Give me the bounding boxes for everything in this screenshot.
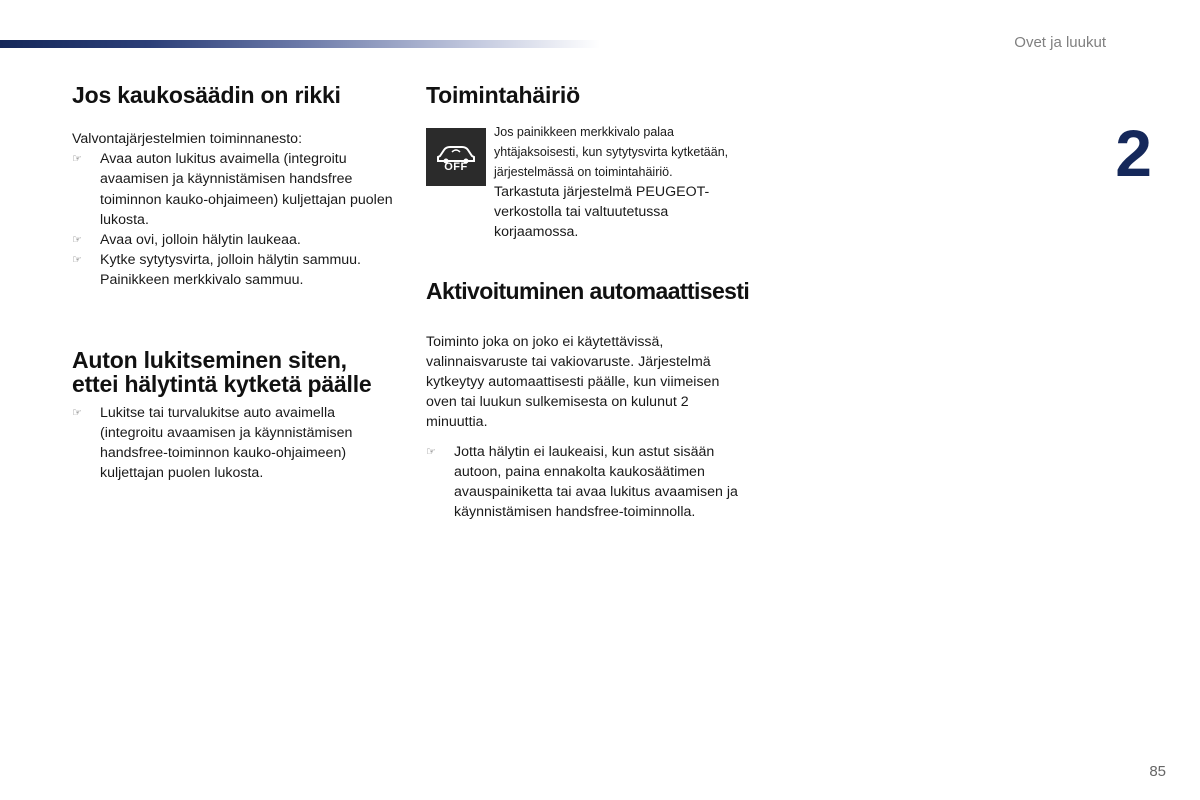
alarm-off-icon: [426, 128, 486, 186]
warning-text: Jos painikkeen merkkivalo palaa yhtäjaksoisesti, kun sytytysvirta kytketään, järjestelmässä on toimintahäiriö. Tarkastuta järjestelmä PEUGEOT- verkostolla tai valtuutetussa korjaamossa.: [494, 125, 729, 241]
heading-lock-without-alarm: Auton lukitseminen siten, ettei hälytintä kytketä päälle: [72, 346, 372, 397]
left-column: [72, 82, 402, 483]
tip-list: [426, 442, 756, 523]
heading-auto-activation: Aktivoituminen automaattisesti: [426, 277, 750, 304]
pointing-hand-icon: ☞: [72, 234, 82, 247]
pointing-hand-icon: ☞: [426, 445, 436, 458]
heading-malfunction: Toimintahäiriö: [426, 82, 580, 108]
pointing-hand-icon: ☞: [72, 153, 82, 166]
off-label: OFF: [444, 161, 468, 173]
list-item: ☞ Avaa auton lukitus avaimella (integroitu avaamisen ja käynnistämisen handsfree toiminnon kauko-ohjaimeen) kuljettajan puolen lukosta.: [72, 151, 393, 228]
auto-activation-text: Toiminto joka on joko ei käytettävissä, valinnaisvaruste tai vakiovaruste. Järjestelmä kytkeytyy automaattisesti päälle, kun viimeisen oven tai luukun sulkemisesta on kulunut 2 minuuttia.: [426, 333, 720, 431]
page-number: 85: [1149, 763, 1166, 780]
section-title: Ovet ja luukut: [1014, 34, 1106, 51]
steps-list: [72, 149, 402, 290]
header-gradient-bar: [0, 40, 600, 48]
middle-column: [426, 82, 766, 522]
heading-remote-broken: Jos kaukosäädin on rikki: [72, 82, 341, 108]
lock-list: [72, 403, 402, 484]
list-item: ☞ Jotta hälytin ei laukeaisi, kun astut sisään autoon, paina ennakolta kaukosäätimen avauspainiketta tai avaa lukitus avaamisen ja käynnistämisen handsfree-toiminnolla.: [426, 443, 738, 521]
list-item: ☞ Kytke sytytysvirta, jolloin hälytin sammuu. Painikkeen merkkivalo sammuu.: [72, 252, 361, 289]
list-item: ☞ Avaa ovi, jolloin hälytin laukeaa.: [72, 230, 402, 250]
list-item: ☞ Lukitse tai turvalukitse auto avaimella (integroitu avaamisen ja käynnistämisen handsfree-toiminnon kauko-ohjaimeen) kuljettajan puolen lukosta.: [72, 404, 353, 482]
intro-text: Valvontajärjestelmien toiminnanesto:: [72, 131, 303, 147]
pointing-hand-icon: ☞: [72, 254, 82, 267]
chapter-number: 2: [1115, 116, 1152, 190]
pointing-hand-icon: ☞: [72, 406, 82, 419]
warning-block: [426, 125, 766, 243]
